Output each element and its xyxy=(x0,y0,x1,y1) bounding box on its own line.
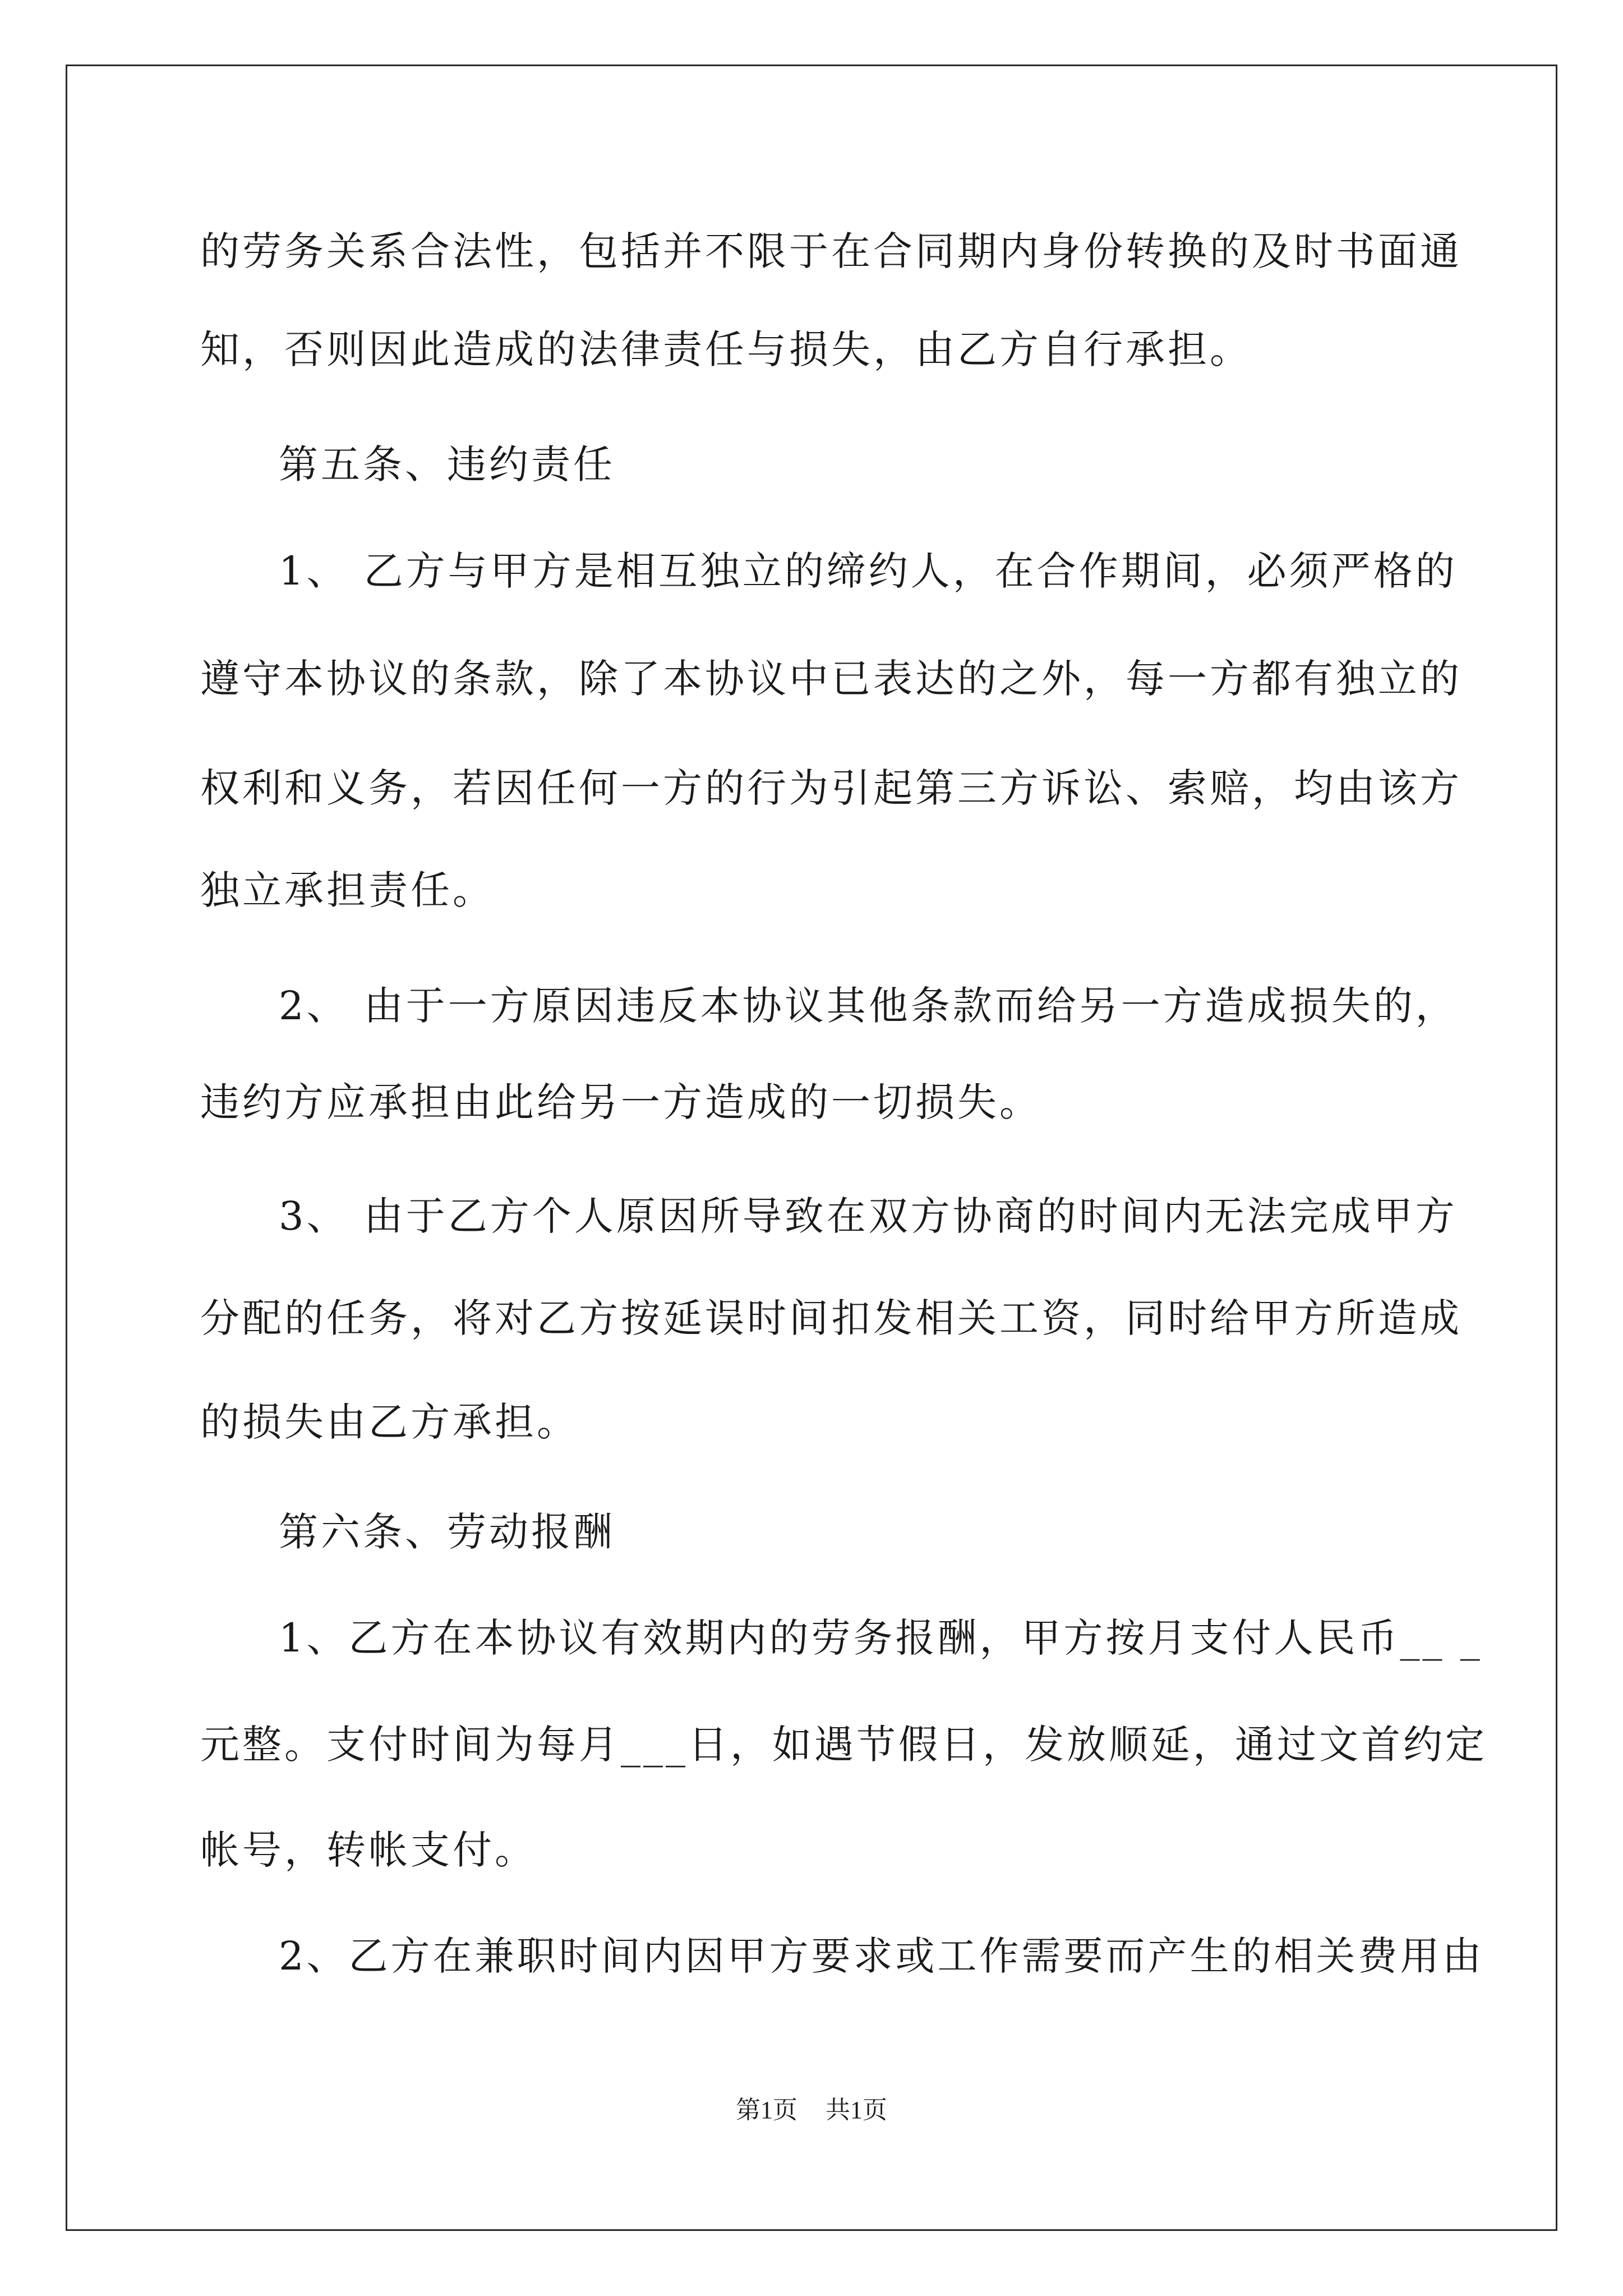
page-number: 第1页 xyxy=(736,2096,797,2124)
section-heading-5: 第五条、违约责任 xyxy=(279,441,615,487)
section-heading-6: 第六条、劳动报酬 xyxy=(279,1509,615,1555)
clause-6-1-line-1: 1、乙方在本协议有效期内的劳务报酬，甲方按月支付人民币__ _ xyxy=(279,1615,1483,1661)
page-total: 共1页 xyxy=(826,2096,887,2124)
clause-5-1-line-4: 独立承担责任。 xyxy=(200,867,495,913)
clause-6-1-line-2: 元整。支付时间为每月___日，如遇节假日，发放顺延，通过文首约定 xyxy=(200,1722,1487,1768)
body-line-2: 知，否则因此造成的法律责任与损失，由乙方自行承担。 xyxy=(200,326,1252,372)
clause-5-1-line-3: 权利和义务，若因任何一方的行为引起第三方诉讼、索赔，均由该方 xyxy=(200,765,1462,811)
clause-5-1-line-2: 遵守本协议的条款，除了本协议中已表达的之外，每一方都有独立的 xyxy=(200,656,1462,702)
clause-5-2-line-1: 2、 由于一方原因违反本协议其他条款而给另一方造成损失的， xyxy=(279,983,1458,1029)
clause-5-2-line-2: 违约方应承担由此给另一方造成的一切损失。 xyxy=(200,1079,1041,1125)
clause-5-3-line-3: 的损失由乙方承担。 xyxy=(200,1399,579,1445)
clause-5-3-line-2: 分配的任务，将对乙方按延误时间扣发相关工资，同时给甲方所造成 xyxy=(200,1295,1462,1341)
body-line-1: 的劳务关系合法性，包括并不限于在合同期内身份转换的及时书面通 xyxy=(200,228,1462,274)
clause-5-3-line-1: 3、 由于乙方个人原因所导致在双方协商的时间内无法完成甲方 xyxy=(279,1193,1458,1239)
clause-6-1-line-3: 帐号，转帐支付。 xyxy=(200,1827,537,1873)
page-footer xyxy=(0,2093,1623,2127)
clause-5-1-line-1: 1、 乙方与甲方是相互独立的缔约人，在合作期间，必须严格的 xyxy=(279,548,1458,594)
clause-6-2-line-1: 2、乙方在兼职时间内因甲方要求或工作需要而产生的相关费用由 xyxy=(279,1933,1484,1979)
page-border xyxy=(66,65,1557,2231)
